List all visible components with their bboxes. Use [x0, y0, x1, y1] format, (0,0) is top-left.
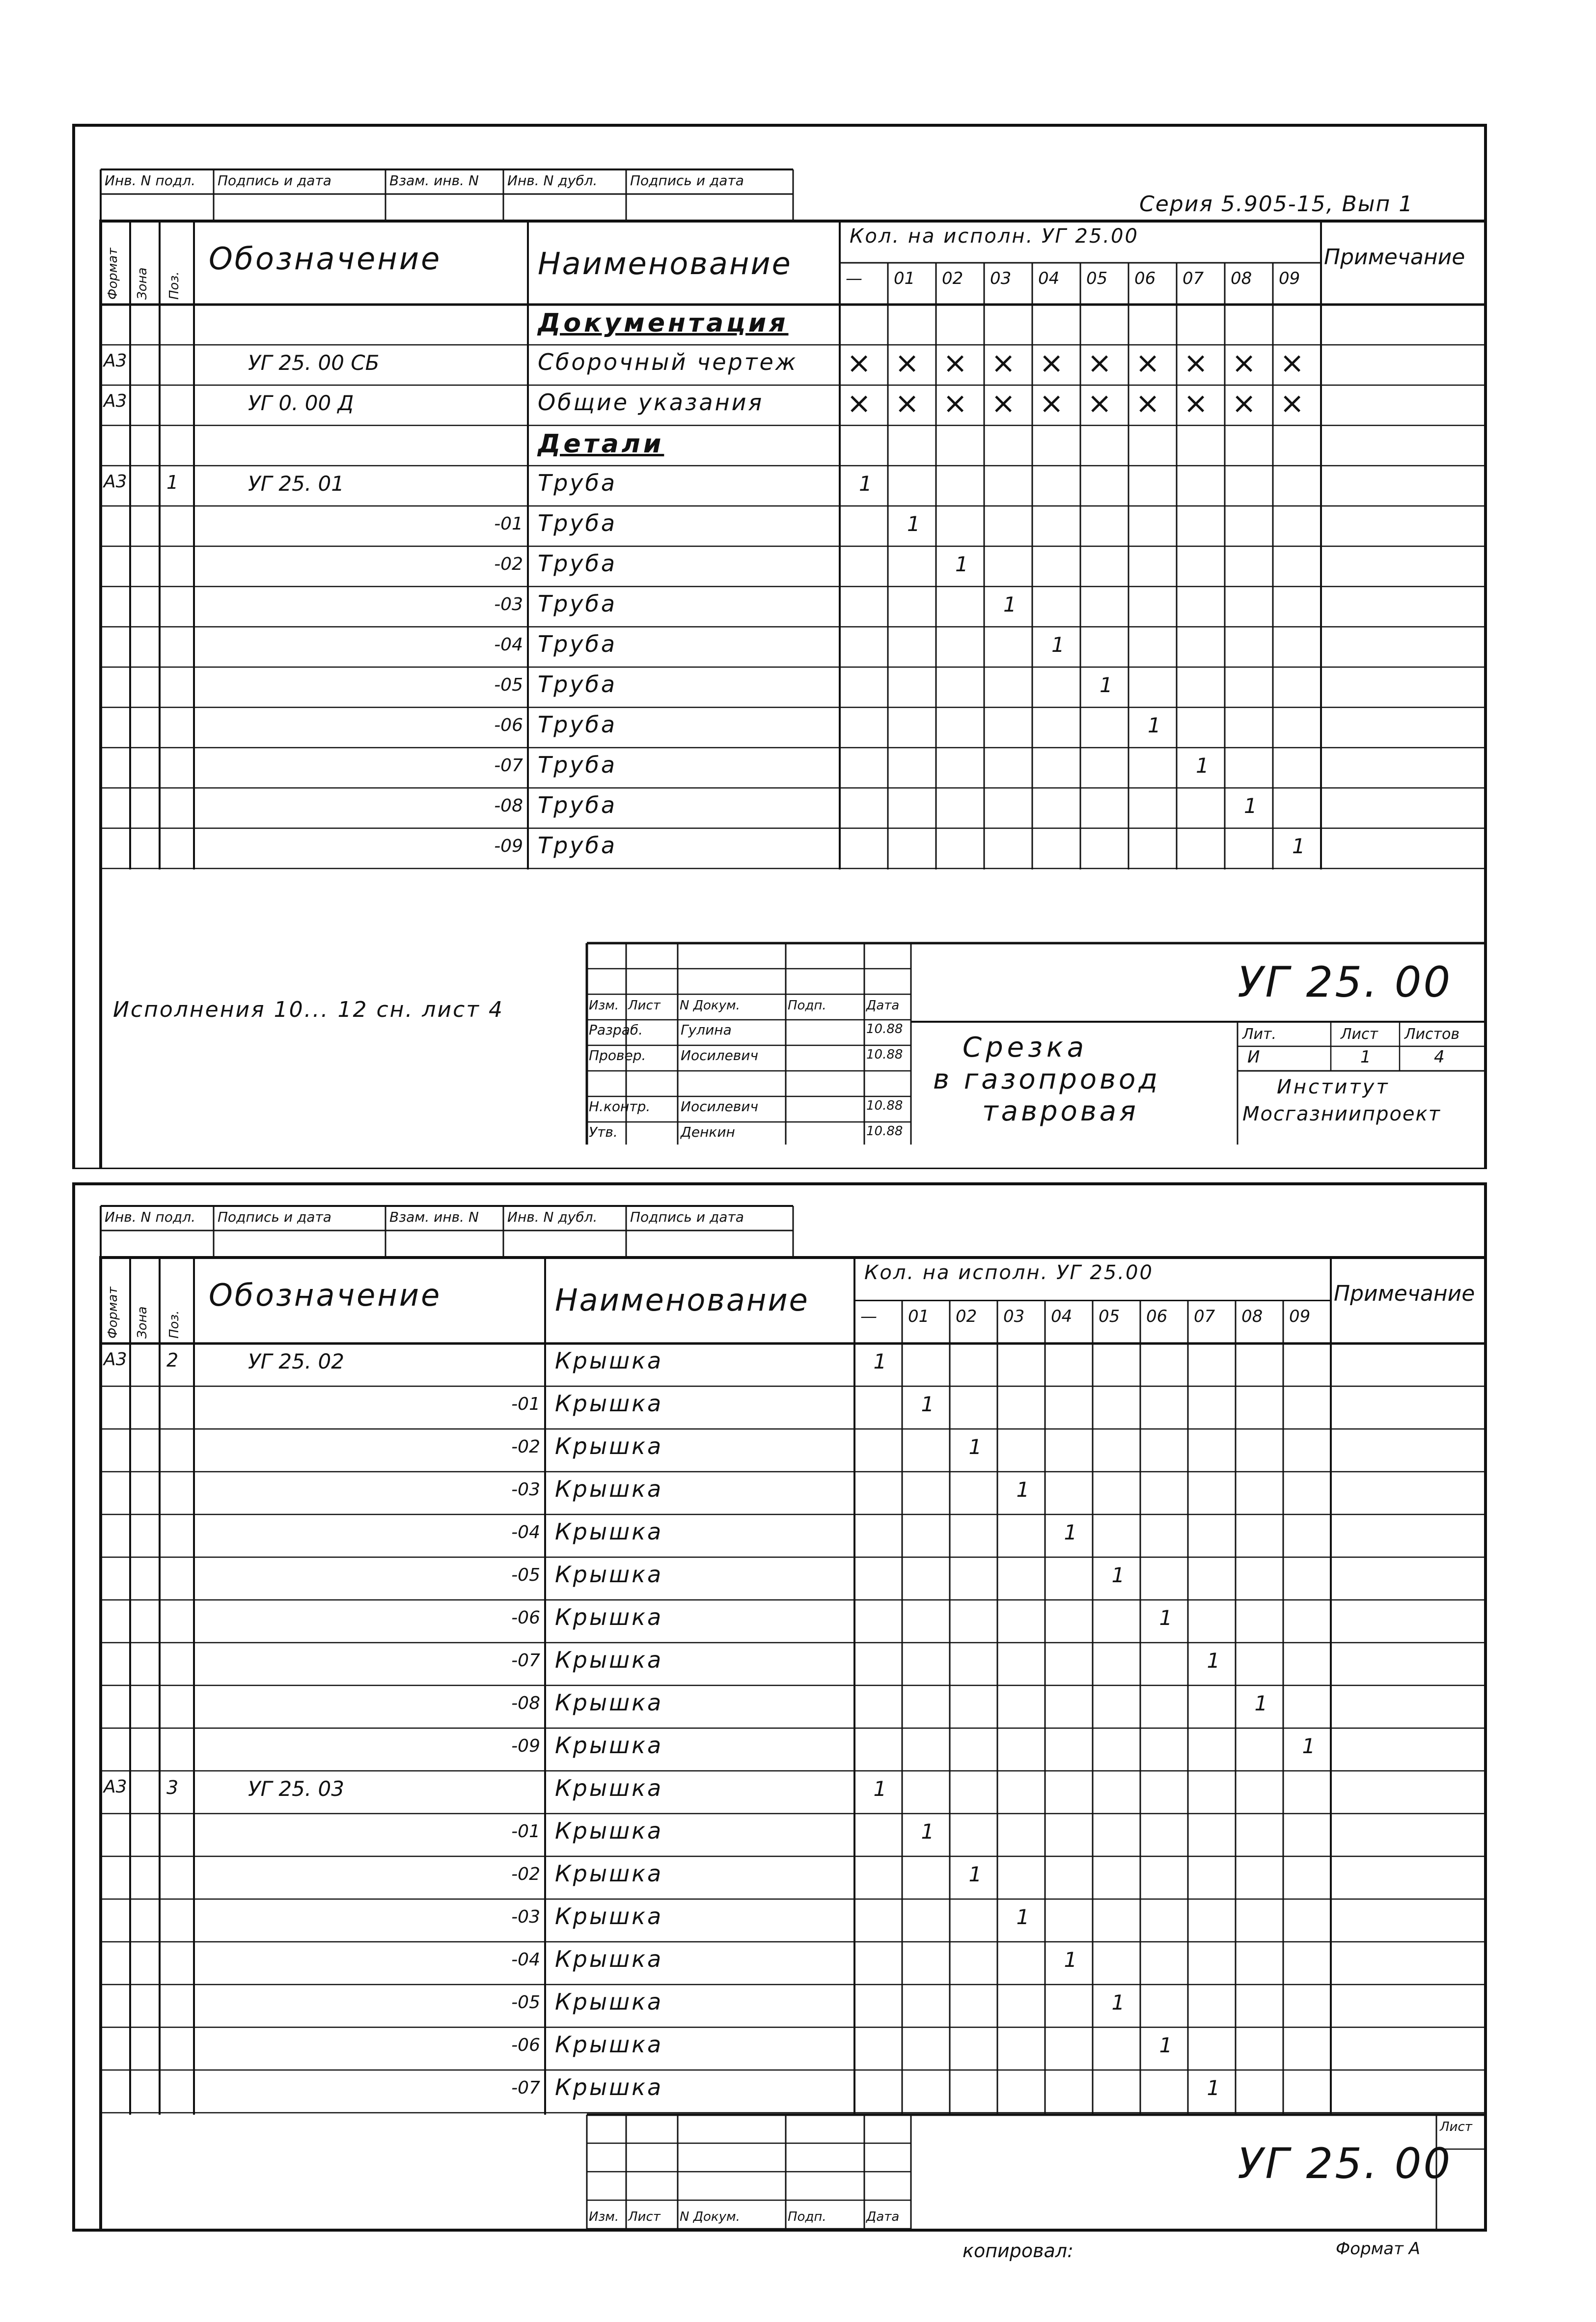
header-qty-col: 03 [1003, 1306, 1025, 1326]
row-qty: 1 [1016, 1478, 1030, 1502]
row-qty-mark: × [847, 386, 872, 420]
row-qty-mark: × [847, 346, 872, 380]
row-name: Крышка [555, 1903, 663, 1930]
doc-code: УГ 25. 00 [1238, 2139, 1453, 2188]
row-designation: -06 [511, 2035, 540, 2055]
titleblock-col-label: Дата [866, 998, 900, 1013]
row-qty: 1 [1159, 2033, 1173, 2057]
row-designation: УГ 25. 03 [248, 1777, 344, 1801]
row-format: А3 [104, 351, 127, 371]
row-qty-mark: × [1280, 346, 1305, 380]
row-qty: 1 [921, 1392, 935, 1416]
header-pos: Поз. [167, 1310, 182, 1339]
stamp-label: Подпись и дата [630, 1209, 744, 1225]
row-qty: 1 [1207, 1649, 1220, 1673]
row-name: Труба [538, 470, 617, 496]
row-qty: 1 [1064, 1948, 1077, 1972]
row-name: Крышка [555, 1732, 663, 1759]
titleblock-value: И [1247, 1047, 1260, 1067]
row-qty: 1 [955, 552, 968, 576]
header-qty-col: 07 [1183, 269, 1204, 288]
row-designation: -01 [511, 1394, 540, 1414]
row-designation: -01 [494, 514, 523, 534]
row-name: Общие указания [538, 389, 764, 416]
row-qty: 1 [1302, 1734, 1316, 1758]
row-designation: -06 [494, 715, 523, 735]
row-qty: 1 [859, 472, 872, 496]
row-qty-mark: × [1280, 386, 1305, 420]
row-designation: -07 [494, 755, 523, 776]
titleblock-col-label: Лист [628, 998, 660, 1013]
row-designation: -03 [511, 1480, 540, 1500]
row-qty-mark: × [1183, 386, 1209, 420]
row-format: А3 [104, 1777, 127, 1797]
row-qty: 1 [1292, 834, 1305, 858]
titleblock-role: Разраб. [589, 1022, 643, 1038]
titleblock-col-label: N Докум. [680, 2210, 740, 2224]
row-designation: УГ 25. 00 СБ [248, 351, 380, 375]
row-qty-mark: × [1135, 346, 1160, 380]
row-designation: -02 [494, 554, 523, 574]
row-name: Крышка [555, 1390, 663, 1417]
row-pos: 3 [166, 1777, 179, 1798]
header-qty-col: 09 [1289, 1306, 1311, 1326]
row-qty: 1 [1111, 1563, 1125, 1587]
doc-title: Срезка [963, 1032, 1088, 1063]
row-qty: 1 [873, 1349, 887, 1373]
header-format: Формат [106, 248, 120, 300]
row-qty-mark: × [895, 346, 920, 380]
row-name: Документация [538, 308, 789, 338]
row-qty-mark: × [1232, 386, 1257, 420]
header-qty-col: 04 [1051, 1306, 1073, 1326]
row-qty-mark: × [1039, 346, 1064, 380]
copied-by-label: копировал: [963, 2240, 1073, 2262]
row-name: Крышка [555, 1561, 663, 1588]
header-note: Примечание [1324, 245, 1465, 270]
header-qty-col: 02 [956, 1306, 977, 1326]
stamp-label: Подпись и дата [630, 172, 744, 189]
header-pos: Поз. [167, 271, 182, 300]
doc-code: УГ 25. 00 [1238, 958, 1453, 1007]
titleblock-role: Утв. [589, 1124, 618, 1140]
row-name: Труба [538, 792, 617, 818]
row-qty-mark: × [1087, 346, 1112, 380]
titleblock-col-label: Лист [628, 2210, 660, 2224]
row-name: Крышка [555, 1818, 663, 1844]
stamp-label: Инв. N подл. [105, 1209, 195, 1225]
row-qty: 1 [1051, 633, 1065, 657]
header-zone: Зона [135, 267, 150, 300]
sheet-frame [74, 1184, 1486, 2230]
header-designation: Обозначение [209, 241, 442, 277]
row-name: Детали [538, 429, 664, 459]
row-name: Труба [538, 590, 617, 617]
row-qty-mark: × [1039, 386, 1064, 420]
header-qty-col: 04 [1038, 269, 1060, 288]
sheet-2 [0, 1179, 1596, 2322]
row-designation: -02 [511, 1864, 540, 1884]
row-qty-mark: × [1183, 346, 1209, 380]
row-designation: -02 [511, 1437, 540, 1457]
row-format: А3 [104, 1349, 127, 1370]
row-name: Труба [538, 711, 617, 738]
doc-title: в газопровод [933, 1063, 1160, 1095]
row-name: Крышка [555, 1476, 663, 1502]
row-designation: -01 [511, 1821, 540, 1842]
row-qty: 1 [1207, 2076, 1220, 2100]
row-designation: -08 [494, 796, 523, 816]
row-name: Крышка [555, 1347, 663, 1374]
header-zone: Зона [135, 1306, 150, 1339]
row-qty: 1 [921, 1819, 935, 1844]
row-format: А3 [104, 391, 127, 411]
titleblock-value: 4 [1434, 1047, 1445, 1067]
titleblock-date: 10.88 [866, 1098, 903, 1113]
header-qty-col: 05 [1086, 269, 1108, 288]
row-name: Крышка [555, 1775, 663, 1801]
row-designation: -07 [511, 2078, 540, 2098]
titleblock-date: 10.88 [866, 1124, 903, 1139]
row-qty: 1 [1254, 1691, 1268, 1715]
doc-title: тавровая [982, 1095, 1139, 1127]
row-name: Труба [538, 550, 617, 577]
row-designation: -07 [511, 1651, 540, 1671]
titleblock-date: 10.88 [866, 1022, 903, 1036]
header-qty-col: 03 [990, 269, 1012, 288]
row-qty-mark: × [991, 346, 1016, 380]
header-qty-col: 06 [1134, 269, 1156, 288]
header-qty-col: 01 [908, 1306, 930, 1326]
row-name: Труба [538, 832, 617, 859]
stamp-label: Инв. N подл. [105, 172, 195, 189]
stamp-label: Подпись и дата [218, 172, 331, 189]
header-qty-col: 06 [1146, 1306, 1168, 1326]
stamp-label: Инв. N дубл. [507, 172, 598, 189]
row-format: А3 [104, 472, 127, 492]
row-name: Труба [538, 631, 617, 657]
header-name: Наименование [538, 246, 792, 281]
titleblock-col-label: Изм. [589, 2210, 619, 2224]
titleblock-value: 1 [1360, 1047, 1371, 1067]
row-qty: 1 [968, 1862, 982, 1886]
row-designation: -04 [511, 1950, 540, 1970]
header-qty-col: — [846, 269, 862, 288]
header-designation: Обозначение [209, 1277, 442, 1313]
format-label: Формат А [1336, 2239, 1421, 2259]
row-designation: -09 [494, 836, 523, 856]
row-qty: 1 [907, 512, 920, 536]
row-name: Крышка [555, 1946, 663, 1972]
row-qty: 1 [1016, 1905, 1030, 1929]
header-qty-col: — [860, 1306, 877, 1326]
row-designation: -03 [494, 594, 523, 615]
titleblock-person: Денкин [681, 1124, 735, 1140]
row-name: Крышка [555, 2031, 663, 2058]
row-qty: 1 [1196, 754, 1209, 778]
row-pos: 2 [166, 1349, 179, 1371]
titleblock-col-label: Дата [866, 2210, 900, 2224]
stamp-label: Подпись и дата [218, 1209, 331, 1225]
row-name: Труба [538, 752, 617, 778]
series-label: Серия 5.905-15, Вып 1 [1139, 192, 1414, 217]
row-designation: -05 [511, 1992, 540, 2013]
titleblock-date: 10.88 [866, 1047, 903, 1062]
row-qty: 1 [1100, 673, 1113, 697]
row-designation: -08 [511, 1693, 540, 1713]
row-name: Крышка [555, 1433, 663, 1459]
titleblock-col-label: Подп. [788, 998, 826, 1013]
row-qty: 1 [1148, 713, 1161, 737]
row-name: Труба [538, 671, 617, 698]
row-designation: УГ 25. 02 [248, 1349, 344, 1373]
row-name: Труба [538, 510, 617, 536]
row-qty-mark: × [895, 386, 920, 420]
titleblock-person: Иосилевич [681, 1098, 759, 1115]
titleblock-person: Иосилевич [681, 1047, 759, 1063]
row-name: Сборочный чертеж [538, 349, 798, 375]
row-qty-mark: × [943, 346, 968, 380]
row-name: Крышка [555, 1518, 663, 1545]
titleblock-label: Лист [1341, 1026, 1378, 1043]
row-qty: 1 [1003, 592, 1017, 616]
header-qty-col: 02 [942, 269, 963, 288]
stamp-label: Взам. инв. N [389, 172, 479, 189]
header-qty-col: 07 [1194, 1306, 1215, 1326]
table-frame [101, 1258, 1486, 2230]
titleblock-org: Институт [1277, 1076, 1390, 1098]
row-qty-mark: × [1087, 386, 1112, 420]
header-qty-group: Кол. на исполн. УГ 25.00 [864, 1261, 1154, 1284]
titleblock-person: Гулина [681, 1022, 732, 1038]
row-designation: -04 [494, 635, 523, 655]
footnote: Исполнения 10... 12 сн. лист 4 [113, 997, 504, 1022]
row-qty-mark: × [1232, 346, 1257, 380]
row-qty-mark: × [991, 386, 1016, 420]
header-qty-col: 08 [1231, 269, 1252, 288]
row-designation: -06 [511, 1608, 540, 1628]
header-qty-col: 09 [1279, 269, 1300, 288]
header-note: Примечание [1334, 1281, 1475, 1306]
titleblock-role: Провер. [589, 1047, 646, 1063]
titleblock-org: Мосгазниипроект [1242, 1103, 1441, 1125]
row-qty: 1 [1244, 794, 1257, 818]
row-designation: -09 [511, 1736, 540, 1756]
header-qty-col: 08 [1241, 1306, 1263, 1326]
stamp-label: Инв. N дубл. [507, 1209, 598, 1225]
row-qty: 1 [1064, 1520, 1077, 1544]
row-designation: -03 [511, 1907, 540, 1927]
row-designation: УГ 0. 00 Д [248, 391, 354, 415]
header-qty-col: 05 [1099, 1306, 1120, 1326]
stamp-label: Взам. инв. N [389, 1209, 479, 1225]
row-name: Крышка [555, 1647, 663, 1673]
row-designation: -05 [494, 675, 523, 695]
row-name: Крышка [555, 2074, 663, 2100]
row-pos: 1 [166, 472, 179, 493]
row-qty: 1 [968, 1435, 982, 1459]
titleblock-col-label: N Докум. [680, 998, 740, 1013]
titleblock-label: Лист [1440, 2120, 1472, 2134]
row-name: Крышка [555, 1860, 663, 1887]
row-qty-mark: × [943, 386, 968, 420]
row-qty-mark: × [1135, 386, 1160, 420]
row-name: Крышка [555, 1689, 663, 1716]
header-format: Формат [106, 1287, 120, 1339]
row-qty: 1 [1111, 1990, 1125, 2014]
titleblock-col-label: Изм. [589, 998, 619, 1013]
titleblock-col-label: Подп. [788, 2210, 826, 2224]
header-qty-col: 01 [894, 269, 915, 288]
header-name: Наименование [555, 1282, 809, 1318]
header-qty-group: Кол. на исполн. УГ 25.00 [850, 225, 1139, 248]
row-designation: УГ 25. 01 [248, 472, 344, 496]
row-designation: -04 [511, 1522, 540, 1542]
row-qty: 1 [873, 1777, 887, 1801]
row-designation: -05 [511, 1565, 540, 1585]
titleblock-label: Лит. [1242, 1026, 1277, 1043]
row-name: Крышка [555, 1604, 663, 1630]
titleblock-role: Н.контр. [589, 1098, 651, 1115]
titleblock-label: Листов [1404, 1026, 1460, 1043]
row-qty: 1 [1159, 1606, 1173, 1630]
row-name: Крышка [555, 1988, 663, 2015]
